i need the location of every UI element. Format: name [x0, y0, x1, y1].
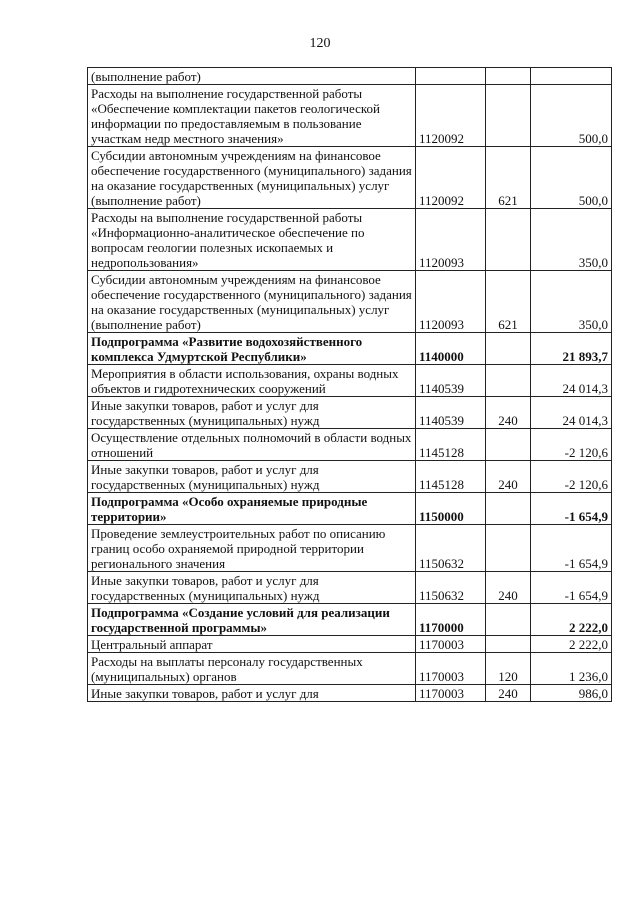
table-row [88, 572, 612, 604]
cell-sum [531, 68, 612, 85]
cell-type [486, 636, 531, 653]
table-row [88, 397, 612, 429]
table-row [88, 461, 612, 493]
budget-table-body [88, 68, 612, 702]
cell-name: Проведение землеустроительных работ по описанию границ особо охраняемой природной территории регионального значения [88, 525, 416, 572]
cell-name: Расходы на выполнение государственной работы «Обеспечение комплектации пакетов геологической информации по предоставляемым в пользование участкам недр местного значения» [88, 85, 416, 147]
cell-sum: 500,0 [531, 85, 612, 147]
table-row [88, 271, 612, 333]
table-row [88, 636, 612, 653]
cell-type [486, 333, 531, 365]
cell-code: 1150632 [416, 572, 486, 604]
cell-code: 1140539 [416, 365, 486, 397]
table-row [88, 653, 612, 685]
cell-sum: 21 893,7 [531, 333, 612, 365]
cell-type: 240 [486, 685, 531, 702]
cell-name: Субсидии автономным учреждениям на финансовое обеспечение государственного (муниципального) задания на оказание государственных (муниципальных) услуг (выполнение работ) [88, 147, 416, 209]
page-number: 120 [309, 36, 331, 51]
cell-sum: 350,0 [531, 209, 612, 271]
cell-type [486, 525, 531, 572]
cell-code: 1120092 [416, 147, 486, 209]
cell-code: 1150000 [416, 493, 486, 525]
cell-sum: 24 014,3 [531, 397, 612, 429]
cell-type: 621 [486, 147, 531, 209]
table-row [88, 493, 612, 525]
cell-name: Иные закупки товаров, работ и услуг для государственных (муниципальных) нужд [88, 397, 416, 429]
cell-type [486, 365, 531, 397]
cell-type [486, 493, 531, 525]
cell-name: Подпрограмма «Создание условий для реализации государственной программы» [88, 604, 416, 636]
table-row [88, 685, 612, 702]
cell-name: Подпрограмма «Развитие водохозяйственного комплекса Удмуртской Республики» [88, 333, 416, 365]
cell-code: 1170000 [416, 604, 486, 636]
cell-type [486, 209, 531, 271]
cell-name: Иные закупки товаров, работ и услуг для государственных (муниципальных) нужд [88, 461, 416, 493]
cell-code: 1120093 [416, 209, 486, 271]
cell-type [486, 85, 531, 147]
cell-code: 1150632 [416, 525, 486, 572]
table-row [88, 68, 612, 85]
table-row [88, 525, 612, 572]
cell-sum: 986,0 [531, 685, 612, 702]
budget-table [87, 67, 612, 702]
cell-name: Иные закупки товаров, работ и услуг для государственных (муниципальных) нужд [88, 572, 416, 604]
cell-code: 1145128 [416, 461, 486, 493]
cell-name: Подпрограмма «Особо охраняемые природные территории» [88, 493, 416, 525]
cell-sum: 24 014,3 [531, 365, 612, 397]
cell-sum: -2 120,6 [531, 429, 612, 461]
cell-sum: 350,0 [531, 271, 612, 333]
cell-sum: 500,0 [531, 147, 612, 209]
cell-code [416, 68, 486, 85]
table-row [88, 209, 612, 271]
cell-code: 1170003 [416, 636, 486, 653]
cell-name: (выполнение работ) [88, 68, 416, 85]
cell-name: Иные закупки товаров, работ и услуг для [88, 685, 416, 702]
cell-name: Субсидии автономным учреждениям на финансовое обеспечение государственного (муниципального) задания на оказание государственных (муниципальных) услуг (выполнение работ) [88, 271, 416, 333]
cell-sum: 1 236,0 [531, 653, 612, 685]
cell-type [486, 604, 531, 636]
table-row [88, 333, 612, 365]
cell-type: 240 [486, 461, 531, 493]
cell-sum: -2 120,6 [531, 461, 612, 493]
cell-name: Мероприятия в области использования, охраны водных объектов и гидротехнических сооружений [88, 365, 416, 397]
cell-type: 240 [486, 397, 531, 429]
cell-name: Расходы на выплаты персоналу государственных (муниципальных) органов [88, 653, 416, 685]
cell-name: Центральный аппарат [88, 636, 416, 653]
cell-code: 1170003 [416, 653, 486, 685]
table-row [88, 147, 612, 209]
cell-name: Расходы на выполнение государственной работы «Информационно-аналитическое обеспечение по вопросам геологии полезных ископаемых и недропользования» [88, 209, 416, 271]
cell-code: 1120092 [416, 85, 486, 147]
cell-name: Осуществление отдельных полномочий в области водных отношений [88, 429, 416, 461]
cell-type: 621 [486, 271, 531, 333]
table-row [88, 429, 612, 461]
cell-code: 1140000 [416, 333, 486, 365]
cell-type: 240 [486, 572, 531, 604]
cell-code: 1170003 [416, 685, 486, 702]
cell-sum: -1 654,9 [531, 525, 612, 572]
cell-type [486, 429, 531, 461]
table-row [88, 365, 612, 397]
cell-type: 120 [486, 653, 531, 685]
cell-sum: -1 654,9 [531, 493, 612, 525]
cell-sum: 2 222,0 [531, 604, 612, 636]
cell-code: 1140539 [416, 397, 486, 429]
cell-sum: -1 654,9 [531, 572, 612, 604]
cell-type [486, 68, 531, 85]
table-row [88, 604, 612, 636]
table-row [88, 85, 612, 147]
cell-code: 1145128 [416, 429, 486, 461]
cell-code: 1120093 [416, 271, 486, 333]
cell-sum: 2 222,0 [531, 636, 612, 653]
